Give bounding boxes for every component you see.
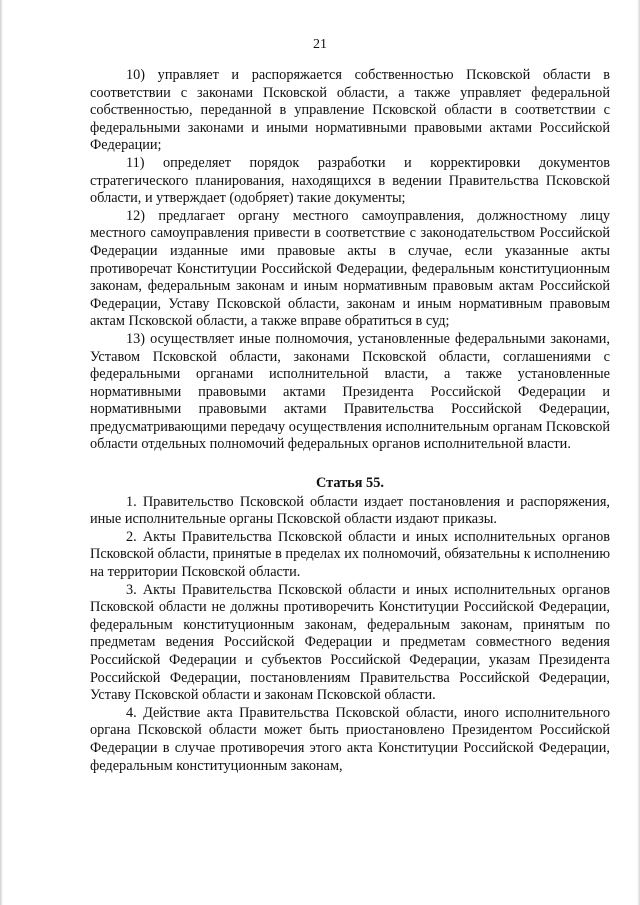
scan-edge-left [0, 0, 3, 905]
paragraph-item-10: 10) управляет и распоряжается собственностью Псковской области в соответствии с законами Псковской области, а также управляет федеральной собственностью, переданной в управление Псковской области в соответствии с федеральными законами и иными нормативными правовыми актами Российской Федерации; [90, 67, 610, 154]
article-clause-4: 4. Действие акта Правительства Псковской области, иного исполнительного органа Псковской области может быть приостановлено Президентом Российской Федерации в случае противоречия этого акта Конституции Российской Федерации, федеральным конституционным законам, [90, 704, 610, 774]
page-number: 21 [313, 37, 327, 52]
paragraph-item-11: 11) определяет порядок разработки и корректировки документов стратегического планирования, находящихся в ведении Правительства Псковской области, и утверждает (одобряет) такие документы; [90, 154, 610, 207]
paragraph-item-12: 12) предлагает органу местного самоуправления, должностному лицу местного самоуправления привести в соответствие с законодательством Российской Федерации изданные ими правовые акты в случае, если указанные акты противоречат Конституции Российской Федерации, федеральным конституционным законам, федеральным законам и иным нормативным правовым актам Российской Федерации, Уставу Псковской области, законам и иным нормативным правовым актам Псковской области, а также вправе обратиться в суд; [90, 207, 610, 330]
article-clause-3: 3. Акты Правительства Псковской области и иных исполнительных органов Псковской области не должны противоречить Конституции Российской Федерации, федеральным конституционным законам, федеральным законам, принятым по предметам ведения Российской Федерации и предметам совместного ведения Российской Федерации и субъектов Российской Федерации, указам Президента Российской Федерации, постановлениям Правительства Российской Федерации, Уставу Псковской области и законам Псковской области. [90, 581, 610, 704]
document-body [90, 67, 610, 775]
article-title: Статья 55. [316, 475, 384, 492]
article-clause-1: 1. Правительство Псковской области издает постановления и распоряжения, иные исполнительные органы Псковской области издают приказы. [90, 493, 610, 528]
article-clause-2: 2. Акты Правительства Псковской области и иных исполнительных органов Псковской области, принятые в пределах их полномочий, обязательны к исполнению на территории Псковской области. [90, 528, 610, 581]
paragraph-item-13: 13) осуществляет иные полномочия, установленные федеральными законами, Уставом Псковской области, законами Псковской области, соглашениями с федеральными органами исполнительной власти, а также установленные нормативными правовыми актами Президента Российской Федерации и нормативными правовыми актами Правительства Российской Федерации, предусматривающими передачу осуществления исполнительным органам Псковской области отдельных полномочий федеральных органов исполнительной власти. [90, 330, 610, 453]
